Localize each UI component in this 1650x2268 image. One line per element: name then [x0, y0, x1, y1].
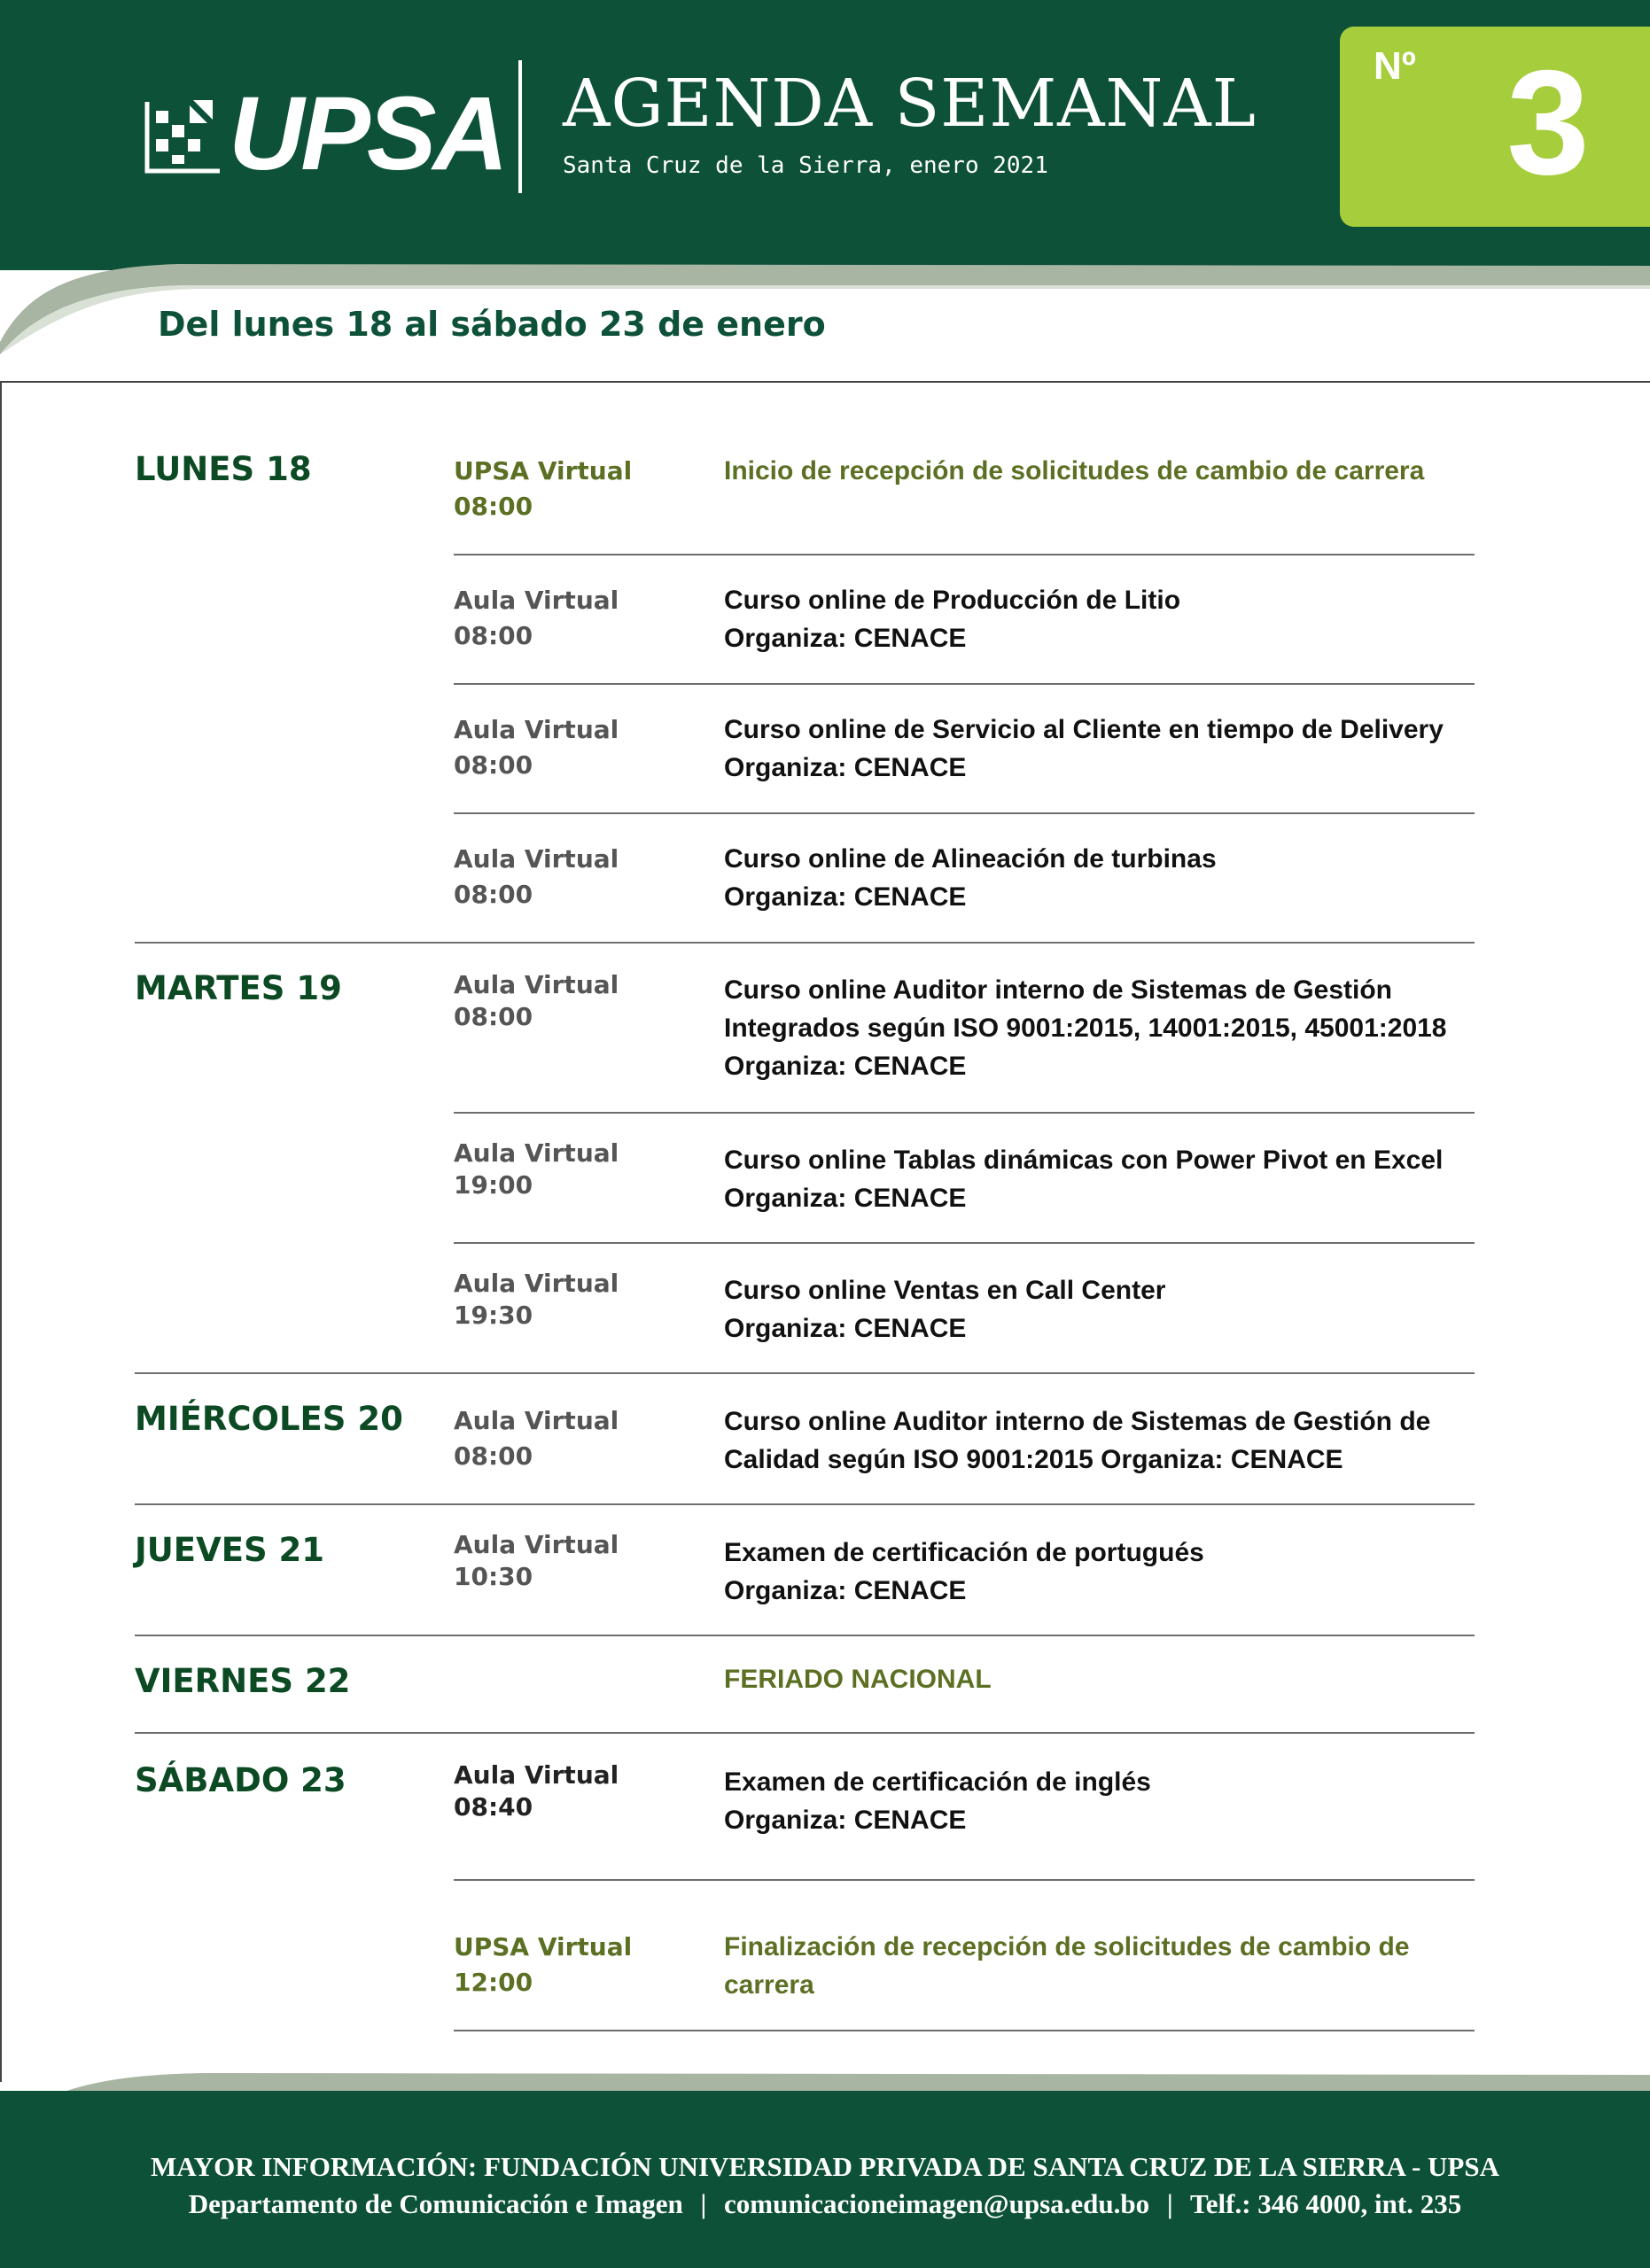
- event-location: [454, 969, 619, 1033]
- event-location: [454, 583, 619, 654]
- event-title-continued: Calidad según ISO 9001:2015 Organiza: CENACE: [724, 1445, 1343, 1474]
- header-divider: [518, 60, 522, 193]
- event-organizer: Organiza: CENACE: [724, 1806, 967, 1835]
- event-location: [454, 1930, 632, 2000]
- event-time: 19:00: [454, 1170, 533, 1200]
- event-time: 08:00: [454, 621, 533, 650]
- event-time: 08:00: [454, 880, 533, 909]
- event-location: [454, 1403, 619, 1474]
- issue-number: 3: [1506, 39, 1590, 206]
- event-title-continued: carrera: [724, 1970, 814, 2000]
- day-separator: [135, 1635, 1475, 1636]
- event-title: Examen de certificación de portugués: [724, 1538, 1204, 1567]
- upsa-emblem-icon: [144, 93, 225, 175]
- event-location: [454, 454, 632, 524]
- event-title: Curso online de Servicio al Cliente en tiempo de Delivery: [724, 715, 1444, 744]
- footer-department: Departamento de Comunicación e Imagen: [188, 2188, 683, 2219]
- event-separator: [454, 554, 1475, 555]
- event-location: [454, 1138, 619, 1201]
- day-label-saturday: SÁBADO 23: [135, 1761, 346, 1799]
- event-description: [724, 1763, 1495, 1839]
- event-time: 10:30: [454, 1562, 533, 1591]
- event-title: Curso online de Alineación de turbinas: [724, 844, 1217, 874]
- event-organizer: Organiza: CENACE: [724, 624, 967, 653]
- event-title: Examen de certificación de inglés: [724, 1767, 1151, 1797]
- footer-phone: Telf.: 346 4000, int. 235: [1189, 2188, 1462, 2219]
- event-description: [724, 1402, 1495, 1479]
- event-organizer: Organiza: CENACE: [724, 882, 967, 912]
- event-place: Aula Virtual: [454, 715, 619, 744]
- event-organizer: Organiza: CENACE: [724, 1314, 967, 1343]
- event-description: [724, 711, 1495, 787]
- event-place: Aula Virtual: [454, 1269, 619, 1298]
- event-separator: [454, 812, 1475, 814]
- event-location: [454, 1759, 619, 1823]
- event-place: Aula Virtual: [454, 1530, 619, 1559]
- day-label-monday: LUNES 18: [135, 450, 312, 488]
- day-label-wednesday: MIÉRCOLES 20: [135, 1400, 403, 1438]
- event-title: Curso online Auditor interno de Sistemas de Gestión de: [724, 1407, 1431, 1436]
- page-title: AGENDA SEMANAL: [563, 66, 1257, 142]
- event-place: Aula Virtual: [454, 1406, 619, 1435]
- event-time: 08:00: [454, 750, 533, 780]
- event-organizer: Organiza: CENACE: [724, 1052, 967, 1081]
- day-separator: [135, 1732, 1475, 1734]
- event-title-continued: Integrados según ISO 9001:2015, 14001:2015, 45001:2018: [724, 1014, 1447, 1043]
- event-location: [454, 1268, 619, 1332]
- event-description: [724, 1141, 1495, 1217]
- event-separator: [454, 683, 1475, 685]
- date-range-heading: Del lunes 18 al sábado 23 de enero: [158, 305, 826, 344]
- holiday-label: FERIADO NACIONAL: [724, 1665, 992, 1694]
- event-time: 08:00: [454, 1002, 533, 1031]
- event-time: 08:00: [454, 1441, 533, 1471]
- event-title: Curso online Tablas dinámicas con Power Pivot en Excel: [724, 1146, 1444, 1175]
- event-description: [724, 971, 1495, 1085]
- event-title: Curso online Ventas en Call Center: [724, 1276, 1166, 1305]
- event-description: [724, 1271, 1495, 1348]
- event-description: [724, 452, 1495, 490]
- event-separator: [454, 1879, 1475, 1881]
- day-label-tuesday: MARTES 19: [135, 969, 342, 1007]
- logo-text: UPSA: [229, 75, 505, 192]
- event-organizer: Organiza: CENACE: [724, 1576, 967, 1605]
- day-separator: [135, 1503, 1475, 1505]
- issue-badge: [1340, 27, 1650, 227]
- event-place: Aula Virtual: [454, 586, 619, 615]
- footer-email-link[interactable]: comunicacioneimagen@upsa.edu.bo: [724, 2188, 1150, 2219]
- event-title: Curso online Auditor interno de Sistemas de Gestión: [724, 975, 1392, 1005]
- footer-separator: |: [1166, 2188, 1173, 2219]
- upsa-logo: [144, 75, 505, 192]
- event-time: 08:00: [454, 492, 533, 521]
- holiday-notice: [724, 1660, 1495, 1698]
- event-place: UPSA Virtual: [454, 456, 633, 485]
- event-separator: [454, 1242, 1475, 1244]
- footer-separator: |: [700, 2188, 707, 2219]
- event-separator: [454, 2030, 1475, 2031]
- event-description: [724, 840, 1495, 916]
- event-location: [454, 712, 619, 783]
- day-separator: [135, 1372, 1475, 1374]
- event-place: Aula Virtual: [454, 1760, 619, 1790]
- footer-info: MAYOR INFORMACIÓN: FUNDACIÓN UNIVERSIDAD PRIVADA DE SANTA CRUZ DE LA SIERRA - UPSA: [150, 2151, 1499, 2182]
- day-label-friday: VIERNES 22: [135, 1662, 351, 1700]
- page-subtitle: Santa Cruz de la Sierra, enero 2021: [563, 152, 1048, 179]
- event-time: 12:00: [454, 1968, 533, 1997]
- issue-label: Nº: [1374, 44, 1416, 88]
- event-place: Aula Virtual: [454, 844, 619, 874]
- event-description: [724, 581, 1495, 657]
- day-separator: [135, 942, 1475, 944]
- event-title: Inicio de recepción de solicitudes de cambio de carrera: [724, 456, 1425, 485]
- event-place: UPSA Virtual: [454, 1932, 633, 1961]
- event-separator: [454, 1112, 1475, 1114]
- event-place: Aula Virtual: [454, 970, 619, 999]
- day-label-thursday: JUEVES 21: [135, 1531, 325, 1569]
- event-organizer: Organiza: CENACE: [724, 753, 967, 782]
- event-title: Curso online de Producción de Litio: [724, 586, 1181, 615]
- event-location: [454, 842, 619, 913]
- event-organizer: Organiza: CENACE: [724, 1184, 967, 1213]
- footer-contact: [0, 2188, 1650, 2220]
- event-description: [724, 1928, 1495, 2004]
- event-place: Aula Virtual: [454, 1138, 619, 1168]
- event-title: Finalización de recepción de solicitudes de cambio de: [724, 1932, 1410, 1961]
- event-location: [454, 1529, 619, 1593]
- event-time: 19:30: [454, 1301, 533, 1330]
- event-description: [724, 1534, 1495, 1610]
- event-time: 08:40: [454, 1792, 533, 1821]
